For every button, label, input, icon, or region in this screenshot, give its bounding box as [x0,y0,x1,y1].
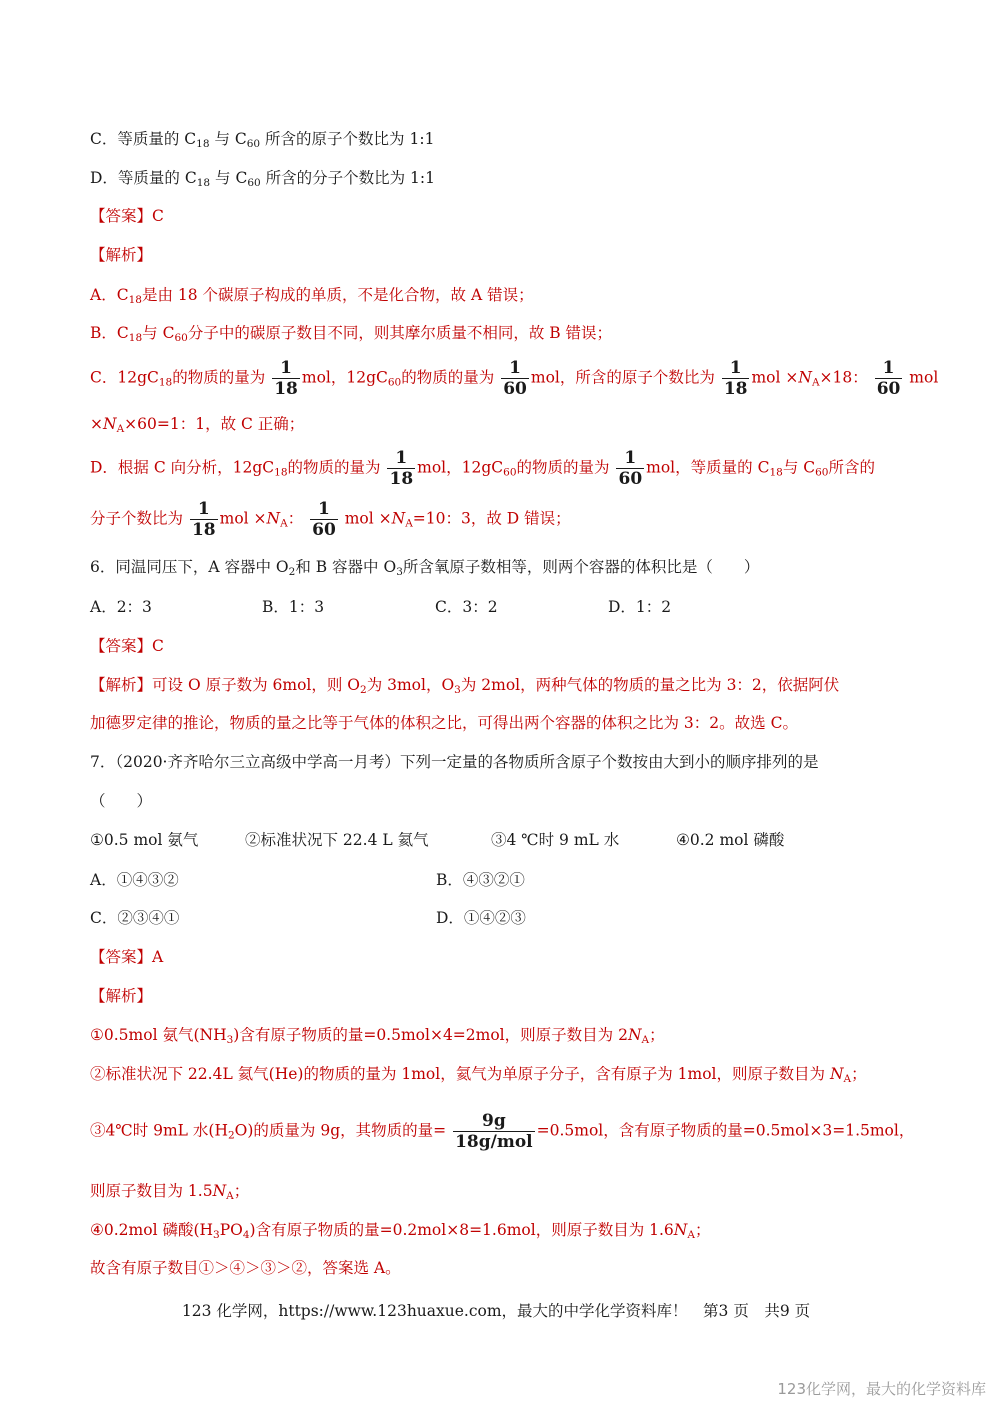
analysis-3-item-1: ①0.5mol 氨气$(NH_3)$含有原子物质的量=0.5mol×4=2mol，则原子数目为 $2N_A$； [90,1026,665,1046]
analysis-3-item-3: ③4℃时 9mL 水$(H_2O)$的质量为 9g，其物质的量= $\frac{9g}{\text{18g/mol}}$ =0.5mol，含有原子物质的量=0.5mol×3=1.5mol， [90,1111,915,1152]
option-d: D．等质量的 $C_{18}$ 与 $C_{60}$ 所含的分子个数比为 1:1 [90,169,435,189]
analysis-3-item-4: ④0.2mol 磷酸$(H_3PO_4)$含有原子物质的量=0.2mol×8=1.6mol，则原子数目为 $1.6N_A$； [90,1221,711,1241]
q6-option-b: B．1：3 [262,598,325,616]
fraction: $\frac{1}{60}$ [876,358,901,399]
analysis-3-item-3-cont: 则原子数目为 $1.5N_A$； [90,1182,250,1202]
answer-1: 【答案】C [90,207,164,225]
question-7: 7．（2020·齐齐哈尔三立高级中学高一月考）下列一定量的各物质所含原子个数按由大到小的顺序排列的是 [90,753,819,771]
fraction: $\frac{1}{18}$ [191,499,216,540]
q7-option-c: C．②③④① [90,909,180,927]
q6-option-a: A．2：3 [90,598,152,616]
analysis-3-label: 【解析】 [90,987,153,1005]
analysis-2-cont: 加德罗定律的推论，物质的量之比等于气体的体积之比，可得出两个容器的体积之比为 3：2。故选 C。 [90,714,798,732]
analysis-1-a: A．$C_{18}$是由 18 个碳原子构成的单质，不是化合物，故 A 错误； [90,286,534,306]
fraction: $\frac{1}{60}$ [312,499,336,540]
page-footer: 123 化学网，https://www.123huaxue.com，最大的中学化学资料库！ 第3 页 共9 页 [181,1302,811,1320]
analysis-1-c-line2: $\times N_A\times 60=1$：1，故 C 正确； [90,415,305,435]
q7-item-2: ②标准状况下 22.4 L 氦气 [245,831,429,849]
analysis-1-d-line1: D．根据 C 向分析，$12gC_{18}$的物质的量为 $\frac{1}{18}$ mol，$12gC_{60}$的物质的量为 $\frac{1}{60}$ mol，等质量的 $C_{18}$与 $C_{60}$所含的 [90,448,875,489]
analysis-3-item-2: ②标准状况下 22.4L 氦气(He)的物质的量为 1mol，氦气为单原子分子，含有原子为 1mol，则原子数目为 $N_A$； [90,1065,867,1085]
fraction: $\frac{1}{60}$ [618,448,643,489]
analysis-1-d-line2: 分子个数比为 $\frac{1}{18}$ mol $\times N_A$： $\frac{1}{60}$ mol $\times N_A=10$：3，故 D 错误； [90,499,571,540]
fraction: $\frac{1}{60}$ [503,358,527,399]
q7-item-3: ③4 ℃时 9 mL 水 [491,831,620,849]
analysis-3-conclusion: 故含有原子数目①＞④＞③＞②，答案选 A。 [90,1259,401,1277]
q7-item-1: ①0.5 mol 氨气 [90,831,199,849]
option-c: C．等质量的 $C_{18}$ 与 $C_{60}$ 所含的原子个数比为 1:1 [90,130,435,150]
answer-2: 【答案】C [90,637,164,655]
answer-3: 【答案】A [90,948,164,966]
q6-option-c: C．3：2 [435,598,498,616]
analysis-1-label: 【解析】 [90,246,153,264]
fraction: $\frac{9g}{\text{18g/mol}}$ [455,1111,533,1152]
analysis-2: 【解析】可设 O 原子数为 6mol，则 $O_2$为 3mol，$O_3$为 2mol，两种气体的物质的量之比为 3：2，依据阿伏 [90,676,840,696]
question-7-paren: （ ） [90,792,153,810]
q6-option-d: D．1：2 [608,598,672,616]
fraction: $\frac{1}{18}$ [274,358,298,399]
analysis-1-b: B．$C_{18}$与 $C_{60}$分子中的碳原子数目不同，则其摩尔质量不相同，故 B 错误； [90,324,613,344]
q7-option-d: D．①④②③ [436,909,526,927]
question-6: 6．同温同压下，A 容器中 $O_2$和 B 容器中 $O_3$所含氧原子数相等，则两个容器的体积比是（ ） [90,558,760,578]
q7-item-4: ④0.2 mol 磷酸 [676,831,785,849]
q7-option-a: A．①④③② [90,871,179,889]
watermark: 123化学网，最大的化学资料库 [777,1380,986,1398]
q7-option-b: B．④③②① [436,871,525,889]
fraction: $\frac{1}{18}$ [723,358,748,399]
fraction: $\frac{1}{18}$ [389,448,414,489]
analysis-1-c-line1: C．$12gC_{18}$的物质的量为 $\frac{1}{18}$ mol，$12gC_{60}$的物质的量为 $\frac{1}{60}$ mol，所含的原子个数比为 $\frac{1}{18}$ mol $\times N_A\times 18$： $\frac{1}{60}$ mol [90,358,939,399]
